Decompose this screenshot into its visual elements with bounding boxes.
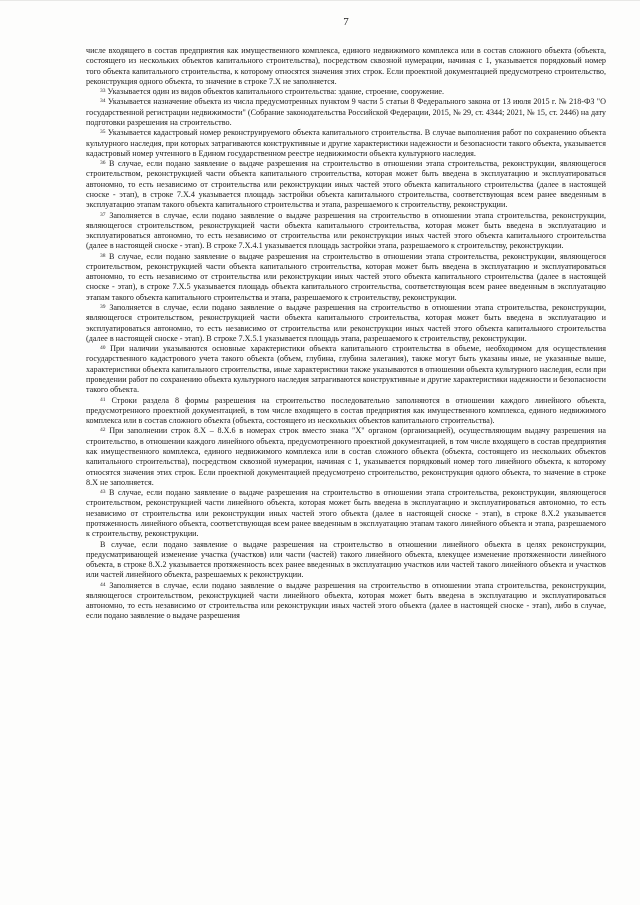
footnote-36: [86, 159, 606, 210]
footnote-marker: 44: [100, 581, 106, 588]
footnote-40: [86, 344, 606, 395]
page-number: 7: [343, 16, 349, 28]
paragraph-text: В случае, если подано заявление о выдаче разрешения на строительство в отношении этапа строительства, реконструкции, являющегося строительством, реконструкцией части объекта капитального строительства, которая может быть введена в эксплуатацию и эксплуатироваться автономно, то есть независимо от строительства или реконструкции иных частей этого объекта капитального строительства (далее в настоящей сноске - этап), в строке 7.Х.4 указывается площадь застройки объекта капитального строительства, соответствующая всем ранее введенным в эксплуатацию этапам такого объекта капитального строительства и этапа, разрешаемого к строительству, реконструкции.: [86, 159, 606, 210]
footnote-marker: 41: [100, 396, 106, 403]
footnote-marker: 40: [100, 345, 106, 352]
footnote-33: [86, 87, 606, 97]
footnote-marker: 43: [100, 489, 106, 496]
paragraph-text: В случае, если подано заявление о выдаче разрешения на строительство в отношении этапа строительства, реконструкции, являющегося строительством, реконструкцией части объекта капитального строительства, которая может быть введена в эксплуатацию и эксплуатироваться автономно, то есть независимо от строительства или реконструкции иных частей этого объекта капитального строительства (далее в настоящей сноске - этап), в строке 7.Х.5 указывается площадь объекта капитального строительства, соответствующая всем ранее введенным в эксплуатацию этапам такого объекта капитального строительства и этапа, разрешаемого к строительству, реконструкции.: [86, 251, 606, 302]
footnote-marker: 35: [100, 129, 106, 136]
footnote-marker: 42: [100, 427, 106, 434]
footnote-marker: 36: [100, 160, 106, 167]
footnote-35: [86, 128, 606, 159]
paragraph-text: Строки раздела 8 формы разрешения на строительство последовательно заполняются в отношении каждого линейного объекта, предусмотренного проектной документацией, в том числе входящего в состав предприятия как имущественного комплекса, единого недвижимого комплекса или в состав сложного объекта (объекта, состоящего из нескольких объектов капитального строительства).: [86, 395, 607, 426]
footnote-37: [86, 211, 606, 252]
footnote-marker: 33: [100, 88, 106, 95]
paragraph-text: Заполняется в случае, если подано заявление о выдаче разрешения на строительство в отношении этапа строительства, реконструкции, являющегося строительством, реконструкцией части объекта капитального строительства, которая может быть введена в эксплуатацию и эксплуатироваться автономно, то есть независимо от строительства или реконструкции иных частей этого объекта капитального строительства (далее в настоящей сноске - этап). В строке 7.Х.5.1 указывается площадь этапа, разрешаемого к строительству, реконструкции.: [86, 303, 607, 343]
footnote-marker: 38: [100, 252, 106, 259]
paragraph: [86, 46, 606, 87]
paragraph-text: Заполняется в случае, если подано заявление о выдаче разрешения на строительство в отношении этапа строительства, реконструкции, являющегося строительством, реконструкцией части объекта капитального строительства, которая может быть введена в эксплуатацию и эксплуатироваться автономно, то есть независимо от строительства или реконструкции иных частей этого объекта капитального строительства (далее в настоящей сноске - этап). В строке 7.Х.4.1 указывается площадь застройки этапа, разрешаемого к строительству, реконструкции.: [86, 210, 607, 251]
paragraph: [86, 540, 606, 581]
paragraph-text: числе входящего в состав предприятия как имущественного комплекса, единого недвижимого комплекса или в состав сложного объекта (объекта, состоящего из нескольких объектов капитального строительства), посредством сквозной нумерации, начиная с 1, указывается порядковый номер того объекта капитального строительства, к которому относятся значения этих строк. Если проектной документацией предусмотрено строительство, реконструкция одного объекта, то значение в строке 7.Х не заполняется.: [86, 46, 606, 86]
paragraph-text: При наличии указываются основные характеристики объекта капитального строительства в объеме, необходимом для осуществления государственного кадастрового учета такого объекта (объем, глубина, глубина залегания), также могут быть указаны иные, не указанные выше, характеристики объекта капитального строительства, иные характеристики также указываются в отношении объекта культурного наследия, если при проведении работ по сохранению объекта культурного наследия затрагиваются конструктивные и другие характеристики надежности и безопасности такого объекта.: [86, 344, 606, 395]
paragraph-text: Заполняется в случае, если подано заявление о выдаче разрешения на строительство в отношении этапа строительства, реконструкции, являющегося строительством, реконструкцией части линейного объекта, которая может быть введена в эксплуатацию и эксплуатироваться автономно, то есть независимо от строительства или реконструкции иных частей этого объекта (далее в настоящей сноске - этап), либо в случае, если подано заявление о выдаче разрешения: [86, 580, 607, 621]
paragraph-text: В случае, если подано заявление о выдаче разрешения на строительство в отношении линейного объекта в целях реконструкции, предусматривающей изменение участка (участков) или части (частей) такого линейного объекта, влекущее изменение протяженности линейного объекта, в строке 8.Х.2 указывается протяженность всех ранее введенных в эксплуатацию участков или частей такого линейного объекта и участков или частей линейного объекта, разрешаемых к реконструкции.: [86, 539, 606, 580]
paragraph-text: Указывается назначение объекта из числа предусмотренных пунктом 9 части 5 статьи 8 Федерального закона от 13 июля 2015 г. № 218-ФЗ "О государственной регистрации недвижимости" (Собрание законодательства Российской Федерации, 2015, № 29, ст. 4344; 2021, № 15, ст. 2446) на дату подготовки разрешения на строительство.: [86, 97, 606, 127]
footnote-41: [86, 396, 606, 427]
footnote-marker: 39: [100, 304, 106, 311]
footnote-38: [86, 252, 606, 303]
paragraph-text: Указывается один из видов объектов капитального строительства: здание, строение, сооружение.: [107, 87, 445, 97]
footnote-44: [86, 581, 606, 622]
footnote-marker: 34: [100, 98, 106, 105]
paragraph-text: При заполнении строк 8.Х – 8.Х.6 в номерах строк вместо знака "Х" органом (организацией), осуществляющим выдачу разрешения на строительство, в отношении каждого линейного объекта, предусмотренного проектной документацией, в том числе входящего в состав предприятия как имущественного комплекса, единого недвижимого комплекса или в состав сложного объекта (объекта, состоящего из нескольких объектов капитального строительства), посредством сквозной нумерации, начиная с 1, указывается порядковый номер того линейного объекта, к которому относятся значения этих строк. Если проектной документацией предусмотрено строительство, реконструкция одного объекта, то значение в строке 8.Х не заполняется.: [86, 426, 606, 487]
footnote-42: [86, 426, 606, 488]
footnote-marker: 37: [100, 211, 106, 218]
footnote-34: [86, 97, 606, 128]
paragraph-text: Указывается кадастровый номер реконструируемого объекта капитального строительства. В случае выполнения работ по сохранению объекта культурного наследия, при которых затрагиваются конструктивные и другие характеристики надежности и безопасности такого объекта, указывается кадастровый номер учтенного в Едином государственном реестре недвижимости объекта культурного наследия.: [86, 128, 606, 158]
page-top-edge: [0, 0, 640, 1]
footnotes-body: [86, 46, 606, 622]
footnote-39: [86, 303, 606, 344]
footnote-43: [86, 488, 606, 539]
paragraph-text: В случае, если подано заявление о выдаче разрешения на строительство в отношении этапа строительства, реконструкции, являющегося строительством, реконструкцией части линейного объекта, которая может быть введена в эксплуатацию и эксплуатироваться автономно, то есть независимо от строительства или реконструкции иных частей этого объекта (далее в настоящей сноске - этап), в строке 8.Х.2 указывается протяженность линейного объекта, соответствующая всем ранее введенным в эксплуатацию этапам такого линейного объекта и этапа, разрешаемого к строительству, реконструкции.: [86, 488, 606, 539]
